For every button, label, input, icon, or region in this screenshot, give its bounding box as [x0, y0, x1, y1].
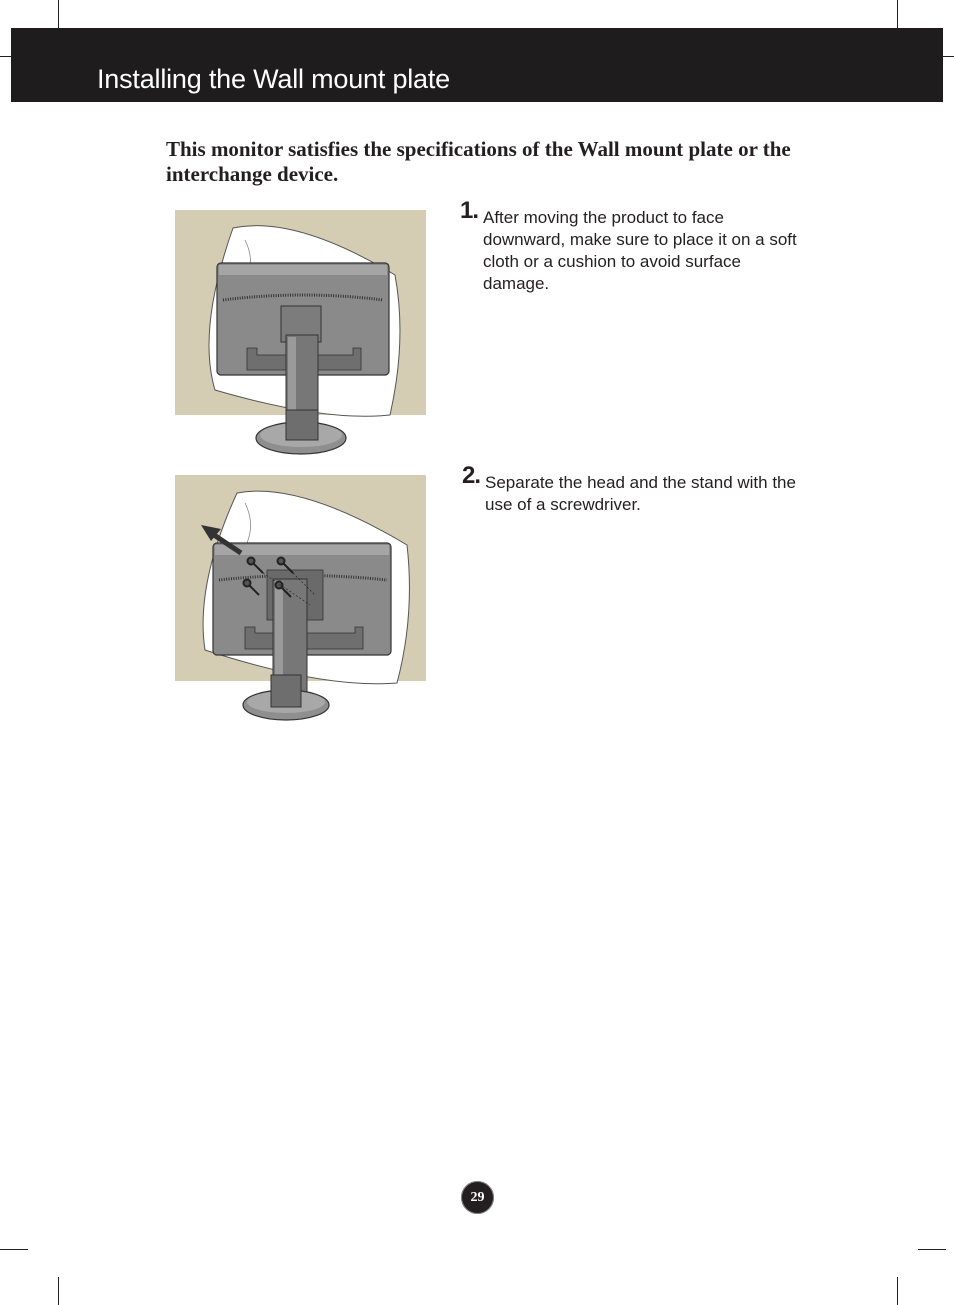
- crop-mark: [897, 0, 898, 28]
- crop-mark: [58, 1277, 59, 1305]
- header-bar: [11, 28, 943, 102]
- page-number: 29: [461, 1181, 494, 1214]
- crop-mark: [58, 0, 59, 28]
- monitor-face-down-illustration: [175, 210, 427, 460]
- crop-mark: [897, 1277, 898, 1305]
- page-title: Installing the Wall mount plate: [97, 64, 450, 94]
- monitor-stand-removal-illustration: [175, 475, 427, 727]
- step-text: Separate the head and the stand with the use of a screwdriver.: [485, 473, 796, 514]
- step-number: 2.: [462, 462, 481, 489]
- crop-mark: [918, 1249, 946, 1250]
- step-number: 1.: [460, 197, 479, 224]
- intro-text: This monitor satisfies the specifications of the Wall mount plate or the interchange device.: [166, 137, 791, 186]
- step-text: After moving the product to face downward, make sure to place it on a soft cloth or a cushion to avoid surface damage.: [483, 208, 797, 293]
- crop-mark: [0, 1249, 28, 1250]
